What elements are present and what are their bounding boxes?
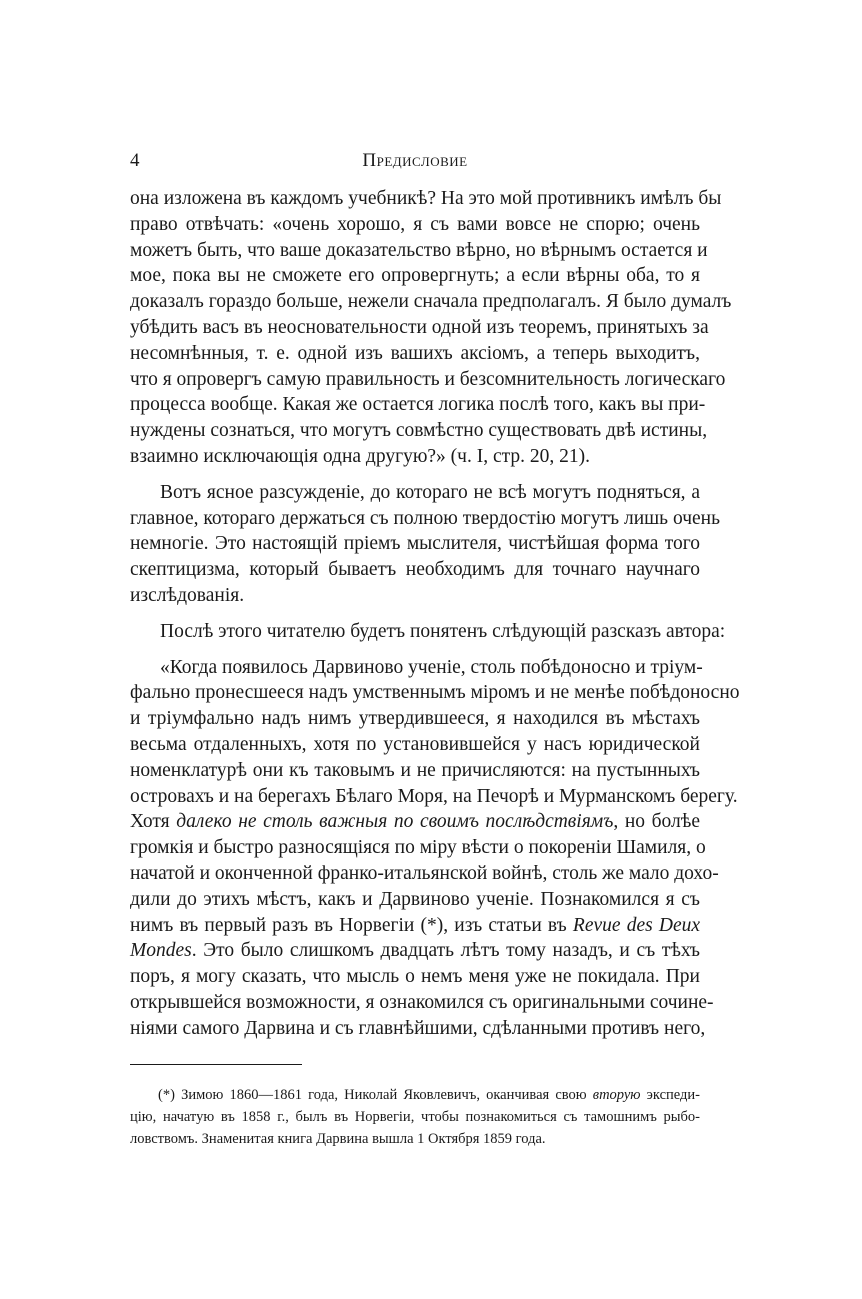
text-line: «Когда появилось Дарвиново ученiе, столь побѣдоносно и трiум-: [160, 656, 703, 678]
paragraph-4-quotation: [130, 655, 740, 1042]
text-line: нуждены сознаться, что могутъ совмѣстно существовать двѣ истины,: [130, 420, 708, 442]
text-line: Вотъ ясное разсужденiе, до котораго не всѣ могутъ подняться, а: [160, 481, 700, 503]
text-line-mixed: [130, 913, 700, 939]
text-line: изслѣдованiя.: [130, 584, 245, 606]
page-number: 4: [130, 150, 140, 171]
text-line: главное, котораго держаться съ полною твердостiю могутъ лишь очень: [130, 507, 720, 529]
text-line: мое, пока вы не сможете его опровергнуть; а если вѣрны оба, то я: [130, 265, 700, 287]
page-header: [130, 150, 700, 174]
text-line: убѣдить васъ въ неосновательности одной изъ теоремъ, принятыхъ за: [130, 316, 709, 338]
italic-text: вторую: [592, 1087, 641, 1103]
text-line: весьма отдаленныхъ, хотя по установившейся у насъ юридической: [130, 733, 700, 755]
text-line: что я опровергъ самую правильность и безсомнительность логическаго: [130, 368, 726, 390]
text-line: номенклатурѣ они къ таковымъ и не причисляются: на пустынныхъ: [130, 759, 700, 781]
italic-text: далеко не столь важныя по своимъ послѣдствiямъ: [176, 811, 614, 833]
paragraph-3: [130, 619, 726, 645]
text-run: Хотя: [130, 811, 177, 833]
text-run: экспеди-: [640, 1087, 700, 1103]
text-line: скептицизма, который бываетъ необходимъ для точнаго научнаго: [130, 559, 700, 581]
text-line: взаимно исключающiя одна другую?» (ч. I, стр. 20, 21).: [130, 445, 590, 467]
body-text: [130, 186, 740, 1042]
paragraph-1: [130, 186, 732, 470]
text-run: (*) Зимою 1860—1861 года, Николай Яковлевичъ, оканчивая свою: [158, 1087, 593, 1103]
footnote-line: [130, 1084, 700, 1106]
footnote-line: цiю, начатую въ 1858 г., былъ въ Норвегiи, чтобы познакомиться съ тамошнимъ рыбо-: [130, 1109, 700, 1125]
text-line: нiями самого Дарвина и съ главнѣйшими, сдѣланными противъ него,: [130, 1017, 706, 1039]
italic-text: Mondes: [130, 940, 192, 962]
text-line: она изложена въ каждомъ учебникѣ? На это мой противникъ имѣлъ бы: [130, 188, 722, 209]
text-line-mixed: [130, 809, 700, 835]
text-line: немногiе. Это настоящiй прiемъ мыслителя, чистѣйшая форма того: [130, 533, 700, 555]
text-line: островахъ и на берегахъ Бѣлаго Моря, на Печорѣ и Мурманскомъ берегу.: [130, 785, 738, 807]
text-line: фально пронесшееся надъ умственнымъ мiромъ и не менѣе побѣдоносно: [130, 682, 740, 704]
text-line: процесса вообще. Какая же остается логика послѣ того, какъ вы при-: [130, 394, 706, 416]
text-run: нимъ въ первый разъ въ Норвегiи (*), изъ статьи въ: [130, 914, 573, 936]
text-line: поръ, я могу сказать, что мысль о немъ меня уже не покидала. При: [130, 966, 700, 988]
text-line: открывшейся возможности, я ознакомился съ оригинальными сочине-: [130, 991, 714, 1013]
text-line: громкiя и быстро разносящiяся по мiру вѣсти о покоренiи Шамиля, о: [130, 837, 706, 859]
text-line: доказалъ гораздо больше, нежели сначала предполагалъ. Я было думалъ: [130, 291, 732, 313]
text-line: дили до этихъ мѣстъ, какъ и Дарвиново ученiе. Познакомился я съ: [130, 888, 700, 910]
text-line: можетъ быть, что ваше доказательство вѣрно, но вѣрнымъ остается и: [130, 239, 708, 261]
italic-text: Revue des Deux: [572, 914, 700, 936]
text-line: Послѣ этого читателю будетъ понятенъ слѣдующiй разсказъ автора:: [160, 620, 726, 642]
running-title: Предисловие: [362, 150, 468, 171]
text-line: и трiумфально надъ нимъ утвердившееся, я находился въ мѣстахъ: [130, 708, 700, 730]
text-run: , но болѣе: [613, 811, 700, 833]
text-line-mixed: [130, 938, 700, 964]
paragraph-2: [130, 480, 720, 609]
footnote: [130, 1084, 700, 1150]
text-line: право отвѣчать: «очень хорошо, я съ вами вовсе не спорю; очень: [130, 213, 700, 235]
text-line: несомнѣнныя, т. е. одной изъ вашихъ аксiомъ, а теперь выходитъ,: [130, 342, 700, 364]
footnote-line: ловствомъ. Знаменитая книга Дарвина вышла 1 Октября 1859 года.: [130, 1131, 546, 1147]
text-run: . Это было слишкомъ двадцать лѣтъ тому назадъ, и съ тѣхъ: [191, 940, 700, 962]
text-line: начатой и оконченной франко-итальянской войнѣ, столь же мало дохо-: [130, 862, 719, 884]
footnote-divider: [130, 1064, 302, 1065]
